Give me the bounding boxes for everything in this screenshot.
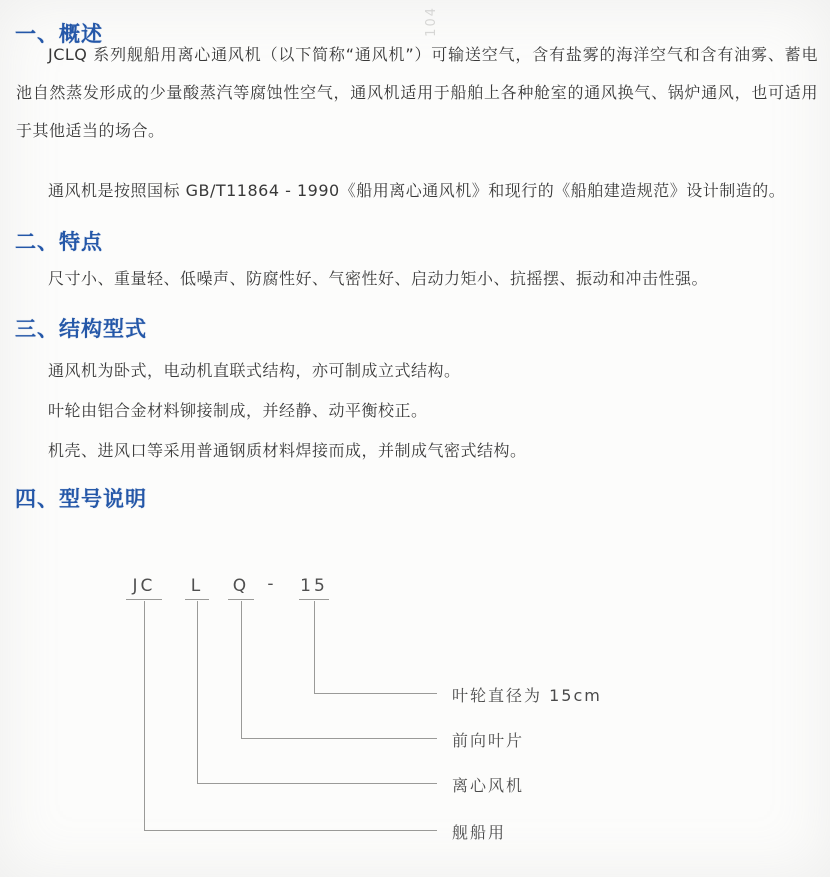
paragraph-overview-1: JCLQ 系列舰船用离心通风机（以下简称“通风机”）可输送空气，含有盐雾的海洋空气和含有油雾、蓄电池自然蒸发形成的少量酸蒸汽等腐蚀性空气，通风机适用于船舶上各种舱室的通风换气、锅炉通风，也可适用于其他适当的场合。 (16, 45, 818, 140)
diagram-connector-jc-horizontal (144, 830, 437, 831)
section-heading-model: 四、型号说明 (15, 487, 147, 511)
model-code-jc: JC (126, 576, 162, 600)
diagram-label-centrifugal-fan: 离心风机 (452, 776, 525, 795)
section-heading-structure: 三、结构型式 (15, 317, 147, 341)
diagram-label-naval-use: 舰船用 (452, 823, 507, 842)
paragraph-structure-1: 通风机为卧式，电动机直联式结构，亦可制成立式结构。 (48, 361, 461, 380)
diagram-connector-q-vertical (241, 601, 242, 739)
diagram-connector-jc-vertical (144, 601, 145, 831)
scan-bleed-artifact: 104 (424, 6, 439, 37)
diagram-connector-size-vertical (314, 601, 315, 694)
diagram-connector-q-horizontal (241, 738, 437, 739)
model-code-l: L (185, 576, 209, 600)
diagram-connector-size-horizontal (314, 693, 437, 694)
paragraph-structure-2: 叶轮由铝合金材料铆接制成，并经静、动平衡校正。 (48, 401, 428, 420)
diagram-connector-l-vertical (197, 601, 198, 784)
section-heading-features: 二、特点 (15, 230, 103, 254)
diagram-label-forward-blades: 前向叶片 (452, 731, 525, 750)
model-code-q: Q (228, 576, 254, 600)
model-code-size: 15 (299, 576, 329, 600)
section-heading-overview: 一、概述 (15, 22, 103, 46)
paragraph-overview-2: 通风机是按照国标 GB/T11864 - 1990《船用离心通风机》和现行的《船舶建造规范》设计制造的。 (48, 181, 786, 200)
diagram-connector-l-horizontal (197, 783, 437, 784)
model-code-dash: - (267, 574, 277, 594)
diagram-label-impeller-diameter: 叶轮直径为 15cm (452, 686, 602, 705)
paragraph-structure-3: 机壳、进风口等采用普通钢质材料焊接而成，并制成气密式结构。 (48, 441, 527, 460)
paragraph-features: 尺寸小、重量轻、低噪声、防腐性好、气密性好、启动力矩小、抗摇摆、振动和冲击性强。 (48, 269, 709, 288)
